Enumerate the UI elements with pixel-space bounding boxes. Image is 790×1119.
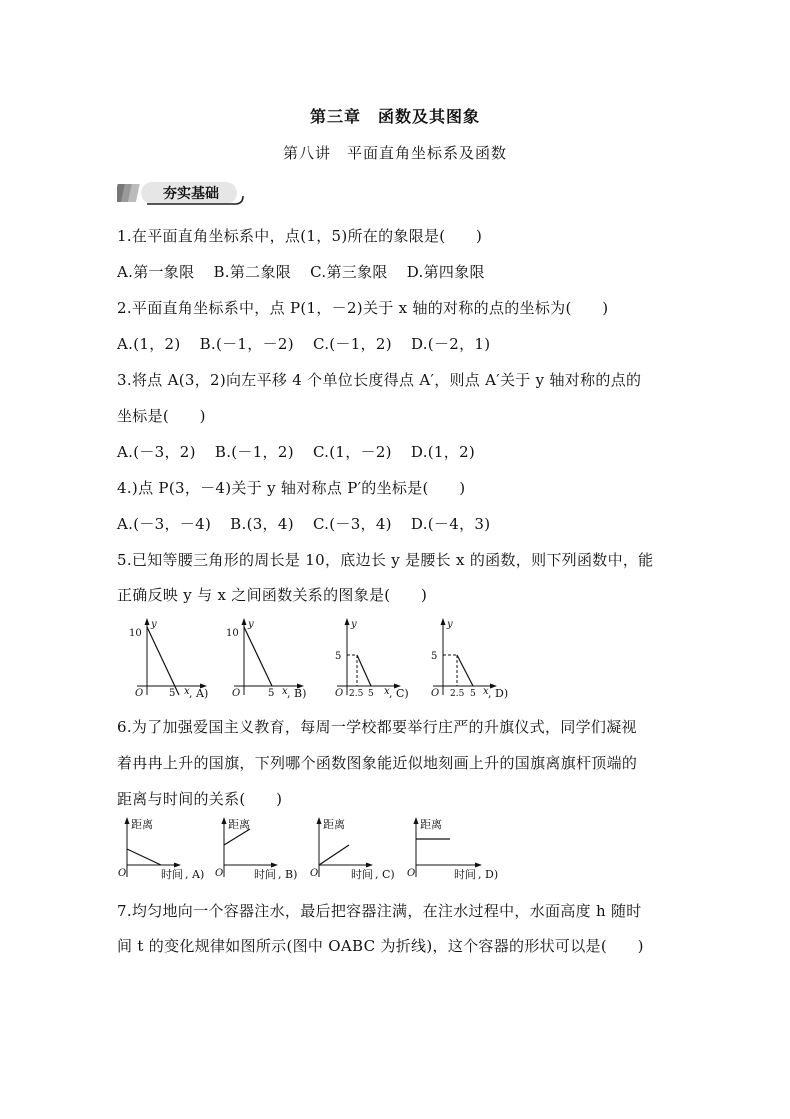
q6-graph-d bbox=[404, 815, 504, 891]
origin-label: O bbox=[118, 868, 127, 879]
option-label: , A) bbox=[189, 687, 209, 700]
y-axis-label: 距离 bbox=[131, 818, 153, 831]
q6-stem-line-1: 6.为了加强爱国主义教育，每周一学校都要举行庄严的升旗仪式，同学们凝视 bbox=[117, 718, 637, 736]
q2-option-a: A.(1，2) bbox=[117, 335, 181, 353]
y-tick-label: 10 bbox=[226, 628, 239, 639]
x-tick-label: 5 bbox=[368, 689, 374, 699]
x-axis-arrow bbox=[366, 863, 373, 868]
y-tick-label: 5 bbox=[335, 651, 342, 662]
x-axis-label: x bbox=[184, 686, 190, 697]
origin-label: O bbox=[431, 688, 440, 699]
section-badge-label: 夯实基础 bbox=[163, 186, 219, 202]
option-label: , C) bbox=[389, 687, 409, 700]
q3-option-d: D.(1，2) bbox=[410, 443, 476, 461]
x-axis-label: 时间 bbox=[161, 868, 183, 881]
y-axis-arrow bbox=[242, 618, 247, 625]
q3-options bbox=[117, 441, 489, 462]
q4-option-c: C.(－3，4) bbox=[312, 515, 392, 533]
function-line bbox=[457, 655, 473, 686]
lecture-title: 第八讲 平面直角坐标系及函数 bbox=[282, 144, 507, 162]
q5-graph-d bbox=[421, 615, 516, 709]
q2-option-d: D.(－2，1) bbox=[410, 335, 491, 353]
function-line bbox=[319, 845, 349, 865]
y-tick-label: 5 bbox=[431, 651, 438, 662]
q4-option-d: D.(－4，3) bbox=[410, 515, 491, 533]
q5-graph-a bbox=[125, 615, 220, 709]
q5-stem-line-1: 5.已知等腰三角形的周长是 10，底边长 y 是腰长 x 的函数，则下列函数中，能 bbox=[117, 551, 654, 569]
q2-option-c: C.(－1，2) bbox=[312, 335, 392, 353]
x-tick-label: 2.5 bbox=[450, 689, 465, 699]
y-axis-arrow bbox=[317, 817, 322, 824]
origin-label: O bbox=[232, 688, 241, 699]
x-axis-label: x bbox=[483, 686, 489, 697]
q3-option-b: B.(－1，2) bbox=[214, 443, 294, 461]
x-tick-label: 5 bbox=[169, 688, 176, 699]
y-axis-arrow bbox=[145, 618, 150, 625]
q7-stem-line-2: 间 t 的变化规律如图所示(图中 OABC 为折线)，这个容器的形状可以是( ) bbox=[117, 937, 644, 955]
x-tick-label: 2.5 bbox=[349, 689, 364, 699]
x-axis-arrow bbox=[271, 863, 278, 868]
origin-label: O bbox=[310, 868, 319, 879]
y-tick-label: 10 bbox=[129, 628, 142, 639]
q4-options bbox=[117, 513, 504, 534]
y-axis-label: 距离 bbox=[228, 818, 250, 831]
function-line bbox=[127, 849, 161, 865]
q3-option-c: C.(1，－2) bbox=[312, 443, 392, 461]
y-axis-label: 距离 bbox=[323, 818, 345, 831]
section-badge bbox=[117, 178, 257, 208]
y-axis-label: y bbox=[447, 619, 453, 630]
y-axis-arrow bbox=[125, 817, 130, 824]
y-axis-label: y bbox=[151, 619, 157, 630]
x-axis-label: x bbox=[282, 686, 288, 697]
q6-stem-line-3: 距离与时间的关系( ) bbox=[117, 790, 283, 808]
q2-options bbox=[117, 333, 504, 354]
origin-label: O bbox=[215, 868, 224, 879]
x-tick-label: 5 bbox=[268, 688, 275, 699]
option-label: , D) bbox=[488, 687, 509, 700]
function-line bbox=[147, 627, 179, 695]
chapter-title: 第三章 函数及其图象 bbox=[309, 107, 480, 126]
q3-stem-line-2: 坐标是( ) bbox=[117, 407, 206, 425]
q2-option-b: B.(－1，－2) bbox=[199, 335, 294, 353]
x-axis-label: 时间 bbox=[254, 868, 276, 881]
q1-option-c: C.第三象限 bbox=[310, 263, 388, 281]
q5-graph-c bbox=[325, 615, 420, 709]
q4-option-a: A.(－3，－4) bbox=[117, 515, 212, 533]
q3-option-a: A.(－3，2) bbox=[117, 443, 196, 461]
q2-stem: 2.平面直角坐标系中，点 P(1，－2)关于 x 轴的对称的点的坐标为( ) bbox=[117, 299, 609, 317]
q6-graph-c bbox=[307, 815, 402, 891]
option-label: , B) bbox=[287, 687, 307, 700]
q6-graph-a bbox=[115, 815, 210, 891]
option-label: , A) bbox=[185, 868, 205, 881]
option-label: , B) bbox=[278, 868, 298, 881]
origin-label: O bbox=[135, 688, 144, 699]
q3-stem-line-1: 3.将点 A(3，2)向左平移 4 个单位长度得点 A′，则点 A′关于 y 轴对称的点的 bbox=[117, 371, 642, 389]
function-line bbox=[357, 655, 371, 686]
y-axis-arrow bbox=[222, 817, 227, 824]
x-tick-label: 5 bbox=[470, 689, 476, 699]
y-axis-label: 距离 bbox=[420, 818, 442, 831]
x-axis-label: 时间 bbox=[351, 868, 373, 881]
y-axis-label: y bbox=[248, 619, 254, 630]
q1-options bbox=[117, 261, 499, 282]
q5-graph-b bbox=[222, 615, 317, 709]
q7-stem-line-1: 7.均匀地向一个容器注水，最后把容器注满，在注水过程中，水面高度 h 随时 bbox=[117, 902, 642, 920]
q1-option-a: A.第一象限 bbox=[117, 263, 195, 281]
option-label: , D) bbox=[478, 868, 499, 881]
origin-label: O bbox=[407, 868, 416, 879]
x-axis-arrow bbox=[475, 863, 482, 868]
x-axis-label: 时间 bbox=[454, 868, 476, 881]
y-axis-arrow bbox=[414, 817, 419, 824]
y-axis-arrow bbox=[441, 618, 446, 625]
function-line bbox=[224, 829, 250, 845]
q1-stem: 1.在平面直角坐标系中，点(1，5)所在的象限是( ) bbox=[117, 227, 483, 245]
x-axis-label: x bbox=[384, 686, 390, 697]
option-label: , C) bbox=[375, 868, 395, 881]
q1-option-b: B.第二象限 bbox=[213, 263, 292, 281]
x-axis-arrow bbox=[174, 863, 181, 868]
q5-stem-line-2: 正确反映 y 与 x 之间函数关系的图象是( ) bbox=[117, 586, 428, 604]
origin-label: O bbox=[335, 688, 344, 699]
q6-stem-line-2: 着冉冉上升的国旗，下列哪个函数图象能近似地刻画上升的国旗离旗杆顶端的 bbox=[117, 754, 638, 772]
function-line bbox=[244, 627, 272, 686]
q4-option-b: B.(3，4) bbox=[230, 515, 294, 533]
y-axis-label: y bbox=[351, 619, 357, 630]
q6-graph-b bbox=[212, 815, 307, 891]
q4-stem: 4.)点 P(3，－4)关于 y 轴对称点 P′的坐标是( ) bbox=[117, 479, 466, 497]
y-axis-arrow bbox=[345, 618, 350, 625]
q1-option-d: D.第四象限 bbox=[406, 263, 485, 281]
